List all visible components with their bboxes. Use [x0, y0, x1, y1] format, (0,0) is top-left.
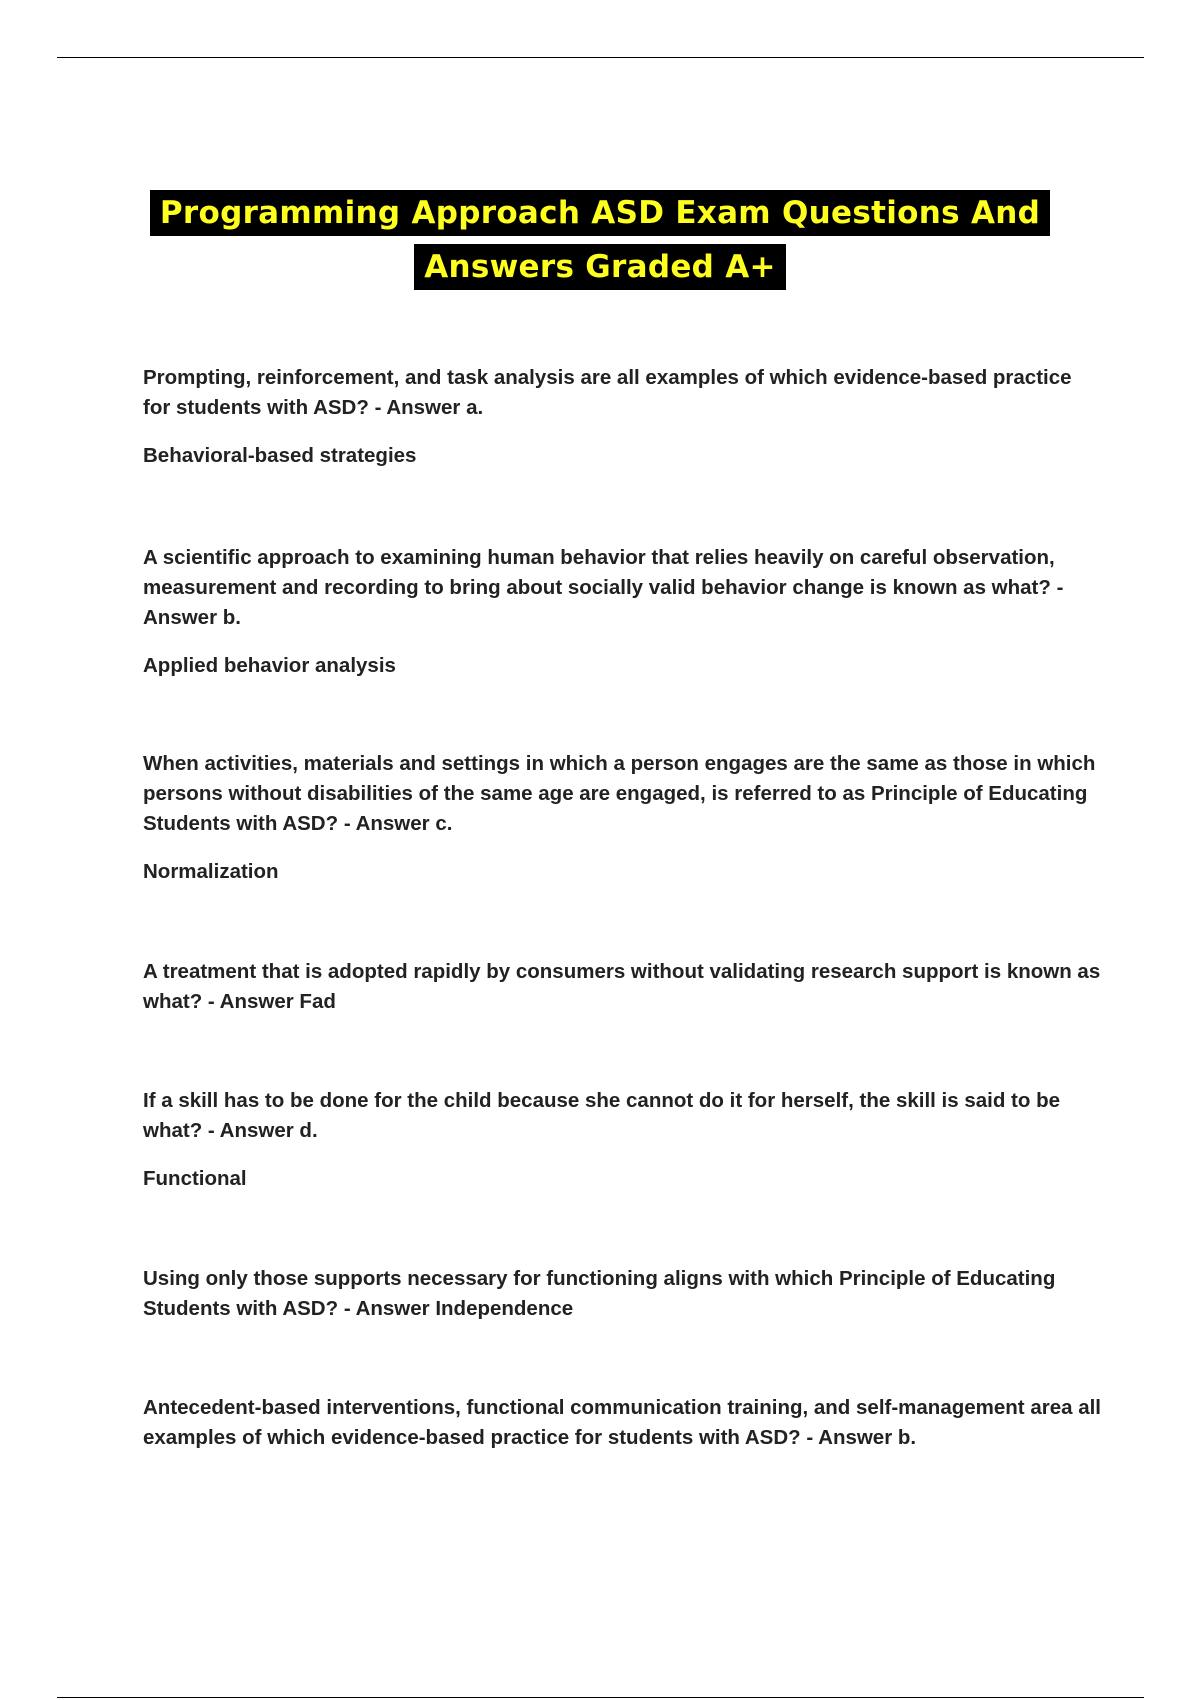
question-6: Using only those supports necessary for functioning aligns with which Principle of Educating Students with ASD? - Answer Independence [143, 1267, 1056, 1320]
question-1: Prompting, reinforcement, and task analysis are all examples of which evidence-based practice for students with ASD? - Answer a. [143, 366, 1072, 419]
question-4: A treatment that is adopted rapidly by consumers without validating research support is known as what? - Answer Fad [143, 960, 1101, 1013]
qa-item-5 [143, 1086, 1103, 1194]
title-line-2: Answers Graded A+ [414, 244, 786, 290]
question-5: If a skill has to be done for the child because she cannot do it for herself, the skill is said to be what? - Answer d. [143, 1089, 1061, 1142]
qa-item-1 [143, 363, 1103, 471]
title-line-1: Programming Approach ASD Exam Questions And [150, 190, 1050, 236]
qa-item-3 [143, 749, 1103, 887]
qa-item-2 [143, 543, 1103, 681]
question-7: Antecedent-based interventions, functional communication training, and self-management area all examples of which evidence-based practice for students with ASD? - Answer b. [143, 1396, 1101, 1449]
qa-item-4 [143, 957, 1103, 1017]
bottom-rule [57, 1697, 1144, 1698]
document-title [100, 190, 1100, 298]
answer-3: Normalization [143, 860, 279, 883]
answer-5: Functional [143, 1167, 247, 1190]
question-2: A scientific approach to examining human behavior that relies heavily on careful observation, measurement and recording to bring about socially valid behavior change is known as what? - Answer b. [143, 546, 1064, 629]
answer-1: Behavioral-based strategies [143, 444, 417, 467]
qa-item-7 [143, 1393, 1103, 1453]
top-rule [57, 57, 1144, 58]
qa-item-6 [143, 1264, 1103, 1324]
question-3: When activities, materials and settings in which a person engages are the same as those in which persons without disabilities of the same age are engaged, is referred to as Principle of Educating Students with ASD? - Answer c. [143, 752, 1096, 835]
answer-2: Applied behavior analysis [143, 654, 396, 677]
